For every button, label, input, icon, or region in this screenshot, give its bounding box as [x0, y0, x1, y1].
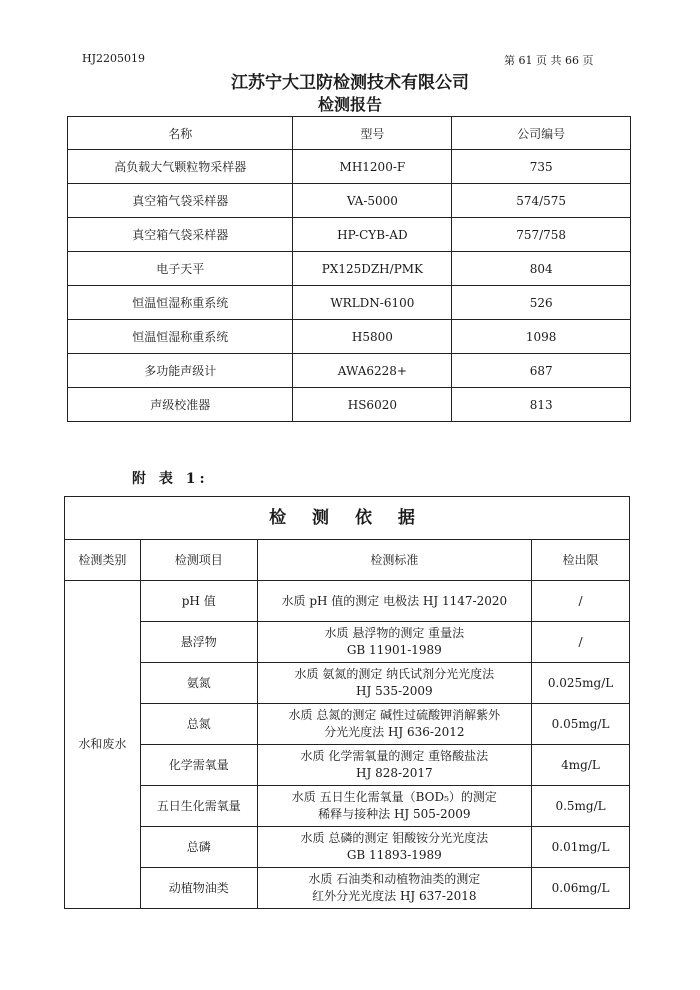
- equipment-table: [67, 116, 631, 422]
- table-cell: 1098: [452, 320, 631, 354]
- column-header: 检测标准: [257, 540, 531, 581]
- table-header-row: [68, 117, 631, 150]
- standard-line: 水质 pH 值的测定 电极法 HJ 1147-2020: [281, 593, 508, 608]
- test-item-cell: 五日生化需氧量: [140, 786, 257, 827]
- detection-limit-cell: 0.5mg/L: [532, 786, 630, 827]
- report-id: HJ2205019: [82, 52, 145, 65]
- table-row: [65, 745, 630, 786]
- table-header-row: [65, 540, 630, 581]
- table-cell: WRLDN-6100: [293, 286, 452, 320]
- table-cell: 735: [452, 150, 631, 184]
- table-row: [65, 868, 630, 909]
- table-cell: HS6020: [293, 388, 452, 422]
- category-cell: 水和废水: [65, 581, 141, 909]
- standard-line: 水质 五日生化需氧量（BOD₅）的测定: [291, 790, 497, 804]
- standard-line: GB 11901-1989: [346, 643, 442, 657]
- table-cell: 声级校准器: [68, 388, 293, 422]
- table-cell: 804: [452, 252, 631, 286]
- report-title: 检测报告: [317, 95, 382, 114]
- standard-line: 水质 总氮的测定 碱性过硫酸钾消解紫外: [288, 708, 501, 722]
- table-row: [68, 320, 631, 354]
- detection-limit-cell: 0.06mg/L: [532, 868, 630, 909]
- standard-line: HJ 828-2017: [356, 766, 433, 780]
- table-cell: 高负载大气颗粒物采样器: [68, 150, 293, 184]
- table-cell: 恒温恒湿称重系统: [68, 320, 293, 354]
- equipment-table-body: [68, 150, 631, 422]
- column-header: 公司编号: [452, 117, 631, 150]
- column-header: 型号: [293, 117, 452, 150]
- table-cell: 电子天平: [68, 252, 293, 286]
- table-cell: AWA6228+: [293, 354, 452, 388]
- test-item-cell: 悬浮物: [140, 622, 257, 663]
- table-row: [68, 150, 631, 184]
- table-row: [65, 581, 630, 622]
- standard-cell: [257, 868, 531, 909]
- basis-title-row: [65, 497, 630, 540]
- detection-limit-cell: 0.01mg/L: [532, 827, 630, 868]
- table-cell: 恒温恒湿称重系统: [68, 286, 293, 320]
- standard-line: 红外分光光度法 HJ 637-2018: [312, 889, 477, 903]
- test-item-cell: 氨氮: [140, 663, 257, 704]
- table-cell: PX125DZH/PMK: [293, 252, 452, 286]
- standard-line: 水质 石油类和动植物油类的测定: [308, 872, 481, 886]
- company-name: 江苏宁大卫防检测技术有限公司: [231, 73, 469, 93]
- table-row: [65, 704, 630, 745]
- column-header: 检测类别: [65, 540, 141, 581]
- standard-cell: [257, 581, 531, 622]
- column-header: 检出限: [532, 540, 630, 581]
- table-cell: H5800: [293, 320, 452, 354]
- table-row: [68, 184, 631, 218]
- page-number: 第 61 页 共 66 页: [504, 54, 594, 67]
- standard-line: 分光光度法 HJ 636-2012: [324, 725, 465, 739]
- table-cell: HP-CYB-AD: [293, 218, 452, 252]
- table-cell: VA-5000: [293, 184, 452, 218]
- table-row: [65, 786, 630, 827]
- standard-line: 水质 总磷的测定 钼酸铵分光光度法: [300, 831, 489, 845]
- table-row: [68, 218, 631, 252]
- test-item-cell: 总磷: [140, 827, 257, 868]
- column-header: 检测项目: [140, 540, 257, 581]
- table-cell: 真空箱气袋采样器: [68, 184, 293, 218]
- standard-line: 水质 化学需氧量的测定 重铬酸盐法: [300, 749, 489, 763]
- standard-cell: [257, 786, 531, 827]
- standard-line: GB 11893-1989: [346, 848, 442, 862]
- table-row: [65, 622, 630, 663]
- test-item-cell: 总氮: [140, 704, 257, 745]
- detection-limit-cell: /: [532, 622, 630, 663]
- standard-line: HJ 535-2009: [356, 684, 433, 698]
- table-cell: 526: [452, 286, 631, 320]
- table-row: [65, 663, 630, 704]
- table-cell: 687: [452, 354, 631, 388]
- table-row: [68, 354, 631, 388]
- basis-table-title: 检 测 依 据: [65, 497, 630, 540]
- detection-limit-cell: 0.025mg/L: [532, 663, 630, 704]
- basis-table: [64, 496, 630, 909]
- column-header: 名称: [68, 117, 293, 150]
- test-item-cell: pH 值: [140, 581, 257, 622]
- table-row: [68, 286, 631, 320]
- standard-line: 水质 氨氮的测定 纳氏试剂分光光度法: [294, 667, 495, 681]
- basis-table-body: [65, 581, 630, 909]
- table-row: [68, 252, 631, 286]
- standard-cell: [257, 745, 531, 786]
- test-item-cell: 化学需氧量: [140, 745, 257, 786]
- test-item-cell: 动植物油类: [140, 868, 257, 909]
- table-cell: 757/758: [452, 218, 631, 252]
- standard-cell: [257, 827, 531, 868]
- table-cell: 813: [452, 388, 631, 422]
- table-cell: 真空箱气袋采样器: [68, 218, 293, 252]
- detection-limit-cell: 4mg/L: [532, 745, 630, 786]
- detection-limit-cell: /: [532, 581, 630, 622]
- standard-line: 水质 悬浮物的测定 重量法: [324, 626, 465, 640]
- detection-limit-cell: 0.05mg/L: [532, 704, 630, 745]
- standard-cell: [257, 704, 531, 745]
- table-cell: MH1200-F: [293, 150, 452, 184]
- appendix-label: 附 表 1:: [132, 471, 209, 487]
- table-row: [68, 388, 631, 422]
- standard-cell: [257, 663, 531, 704]
- standard-cell: [257, 622, 531, 663]
- standard-line: 稀释与接种法 HJ 505-2009: [318, 807, 471, 821]
- table-cell: 多功能声级计: [68, 354, 293, 388]
- table-cell: 574/575: [452, 184, 631, 218]
- table-row: [65, 827, 630, 868]
